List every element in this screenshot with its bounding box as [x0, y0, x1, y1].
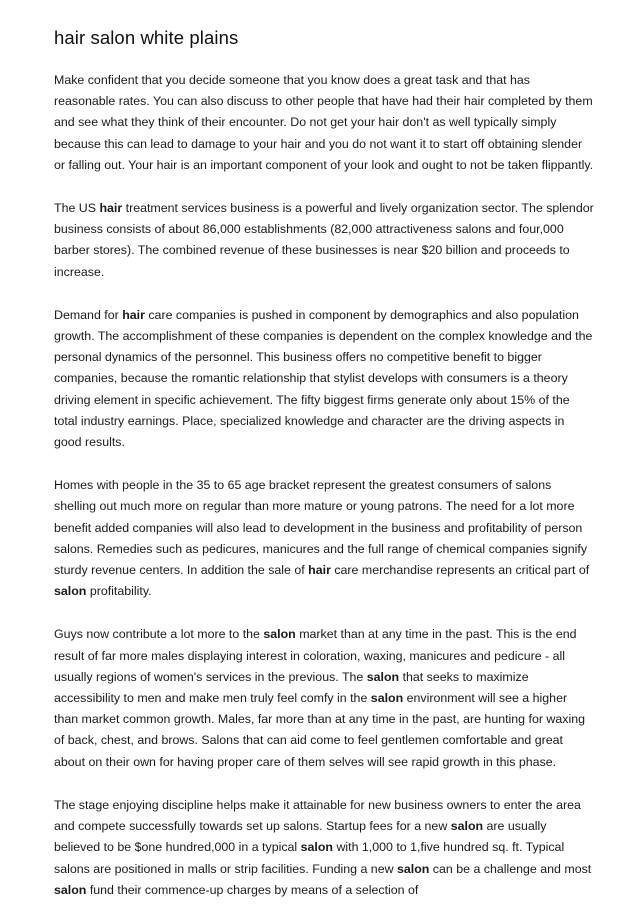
text-segment: Demand for	[54, 307, 123, 322]
text-segment: can be a challenge and most	[429, 861, 592, 876]
text-segment: The US	[54, 201, 100, 216]
keyword-bold: salon	[450, 819, 484, 834]
text-segment: care companies is pushed in component by demographics and also population growth. The accomplishment of these companies is dependent on the complex knowledge and the personal dynamics of the personnel. This business offers no competitive benefit to bigger companies, because the romantic relationship that stylist develops with consumers is a theory driving element in specific achievement. The fifty biggest firms generate only about 15% of the total industry earnings. Place, specialized knowledge and character are the driving aspects in good results.	[54, 307, 593, 450]
text-segment: fund their commence-up charges by means of a selection of	[86, 882, 419, 897]
keyword-bold: salon	[366, 669, 400, 684]
text-segment: treatment services business is a powerful and lively organization sector. The splendor business consists of about 86,000 establishments (82,000 attractiveness salons and four,000 barber stores). The combined revenue of these businesses is near $20 billion and proceeds to increase.	[54, 201, 594, 279]
text-segment: market than at any time in the past. This is the end result of far more males displaying interest in coloration, waxing, manicures and pedicure - all usually regions of women's services in the previous. The	[54, 627, 577, 684]
text-segment: environment will see a higher than market common growth. Males, far more than at any time in the past, are hunting for waxing of back, chest, and brows. Salons that can aid come to feel gentlemen comfortable and great about on their own for having proper care of them selves will see rapid growth in this phase.	[54, 691, 585, 769]
document-body	[54, 70, 594, 901]
text-segment: are usually believed to be $one hundred,000 in a typical	[54, 819, 547, 855]
text-segment: care merchandise represents an critical part of	[330, 563, 590, 578]
text-segment: Homes with people in the 35 to 65 age bracket represent the greatest consumers of salons shelling out much more on regular than more mature or young patrons. The need for a lot more benefit added companies will also lead to development in the business and profitability of person salons. Remedies such as pedicures, manicures and the full range of chemical companies signify sturdy revenue centers. In addition the sale of	[54, 478, 588, 578]
keyword-bold: salon	[54, 584, 87, 599]
text-segment: Make confident that you decide someone that you know does a great task and that has reasonable rates. You can also discuss to other people that have had their hair completed by them and see what they think of their encounter. Do not get your hair don't as well typically simply because this can lead to damage to your hair and you do not want it to start off obtaining slender or falling out. Your hair is an important component of your look and ought to not be taken flippantly.	[54, 73, 594, 172]
keyword-bold: hair	[308, 563, 331, 578]
paragraph-2	[54, 198, 594, 283]
paragraph-6	[54, 795, 594, 901]
paragraph-4	[54, 475, 594, 602]
text-segment: with 1,000 to 1,five hundred sq. ft. Typical salons are positioned in malls or strip facilities. Funding a new	[54, 840, 565, 876]
text-segment: The stage enjoying discipline helps make it attainable for new business owners to enter the area and compete successfully towards set up salons. Startup fees for a new	[54, 797, 581, 834]
keyword-bold: salon	[300, 840, 333, 855]
paragraph-1	[54, 70, 594, 176]
keyword-bold: salon	[263, 627, 296, 642]
paragraph-3	[54, 305, 594, 453]
keyword-bold: hair	[122, 307, 145, 322]
text-segment: that seeks to maximize accessibility to men and make men truly feel comfy in the	[54, 669, 529, 706]
keyword-bold: salon	[54, 882, 87, 897]
keyword-bold: hair	[99, 201, 123, 216]
paragraph-5	[54, 624, 594, 772]
document-page	[54, 24, 594, 923]
keyword-bold: salon	[396, 861, 430, 876]
keyword-bold: salon	[370, 691, 404, 706]
page-title: hair salon white plains	[54, 27, 239, 48]
text-segment: Guys now contribute a lot more to the	[54, 627, 264, 642]
text-segment: profitability.	[86, 584, 152, 599]
